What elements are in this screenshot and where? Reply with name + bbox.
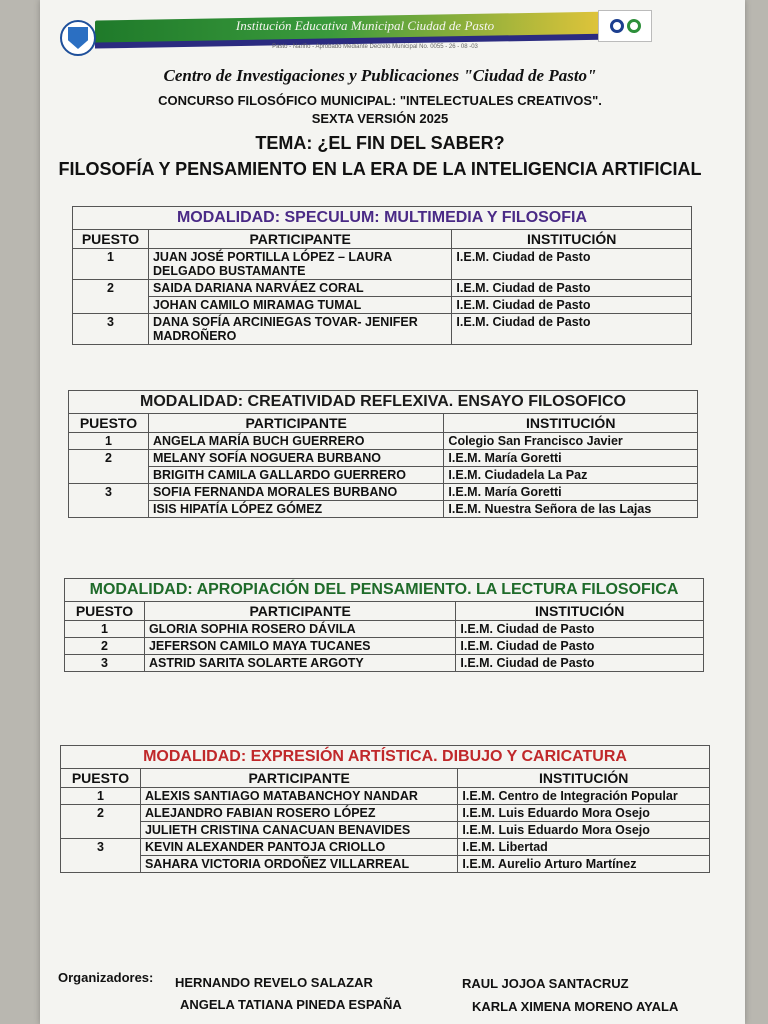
table-row bbox=[69, 433, 698, 450]
participant-cell: MELANY SOFÍA NOGUERA BURBANO bbox=[148, 450, 443, 467]
table-row bbox=[69, 467, 698, 484]
table-row bbox=[61, 822, 710, 839]
institution-cell: I.E.M. María Goretti bbox=[444, 484, 698, 501]
table-row bbox=[69, 450, 698, 467]
institution-cell: I.E.M. María Goretti bbox=[444, 450, 698, 467]
organizers-label: Organizadores: bbox=[58, 970, 154, 985]
puesto-cell: 2 bbox=[65, 638, 145, 655]
contest-title: CONCURSO FILOSÓFICO MUNICIPAL: "INTELECTUALES CREATIVOS". bbox=[158, 93, 602, 108]
results-table-creatividad bbox=[68, 390, 698, 518]
puesto-cell bbox=[73, 297, 149, 314]
institution-cell: I.E.M. Ciudad de Pasto bbox=[452, 297, 692, 314]
institution-cell: I.E.M. Ciudadela La Paz bbox=[444, 467, 698, 484]
theme-title: TEMA: ¿EL FIN DEL SABER? bbox=[255, 133, 505, 153]
institution-cell: I.E.M. Nuestra Señora de las Lajas bbox=[444, 501, 698, 518]
col-header-participante: PARTICIPANTE bbox=[140, 769, 457, 788]
table-row bbox=[73, 297, 692, 314]
organizer-name: KARLA XIMENA MORENO AYALA bbox=[472, 999, 679, 1014]
institution-cell: I.E.M. Libertad bbox=[458, 839, 710, 856]
modality-title: MODALIDAD: APROPIACIÓN DEL PENSAMIENTO. LA LECTURA FILOSOFICA bbox=[65, 579, 704, 602]
puesto-cell: 2 bbox=[73, 280, 149, 297]
participant-cell: SAHARA VICTORIA ORDOÑEZ VILLARREAL bbox=[140, 856, 457, 873]
modality-title: MODALIDAD: CREATIVIDAD REFLEXIVA. ENSAYO FILOSOFICO bbox=[69, 391, 698, 414]
results-table-apropiacion bbox=[64, 578, 704, 672]
participant-cell: JUAN JOSÉ PORTILLA LÓPEZ – LAURA DELGADO BUSTAMANTE bbox=[148, 249, 451, 280]
puesto-cell: 3 bbox=[61, 839, 141, 856]
participant-cell: JEFERSON CAMILO MAYA TUCANES bbox=[144, 638, 455, 655]
table-row bbox=[65, 655, 704, 672]
table-row bbox=[73, 249, 692, 280]
table-row bbox=[61, 856, 710, 873]
table-row bbox=[61, 839, 710, 856]
table-row bbox=[73, 280, 692, 297]
col-header-participante: PARTICIPANTE bbox=[144, 602, 455, 621]
institution-cell: Colegio San Francisco Javier bbox=[444, 433, 698, 450]
col-header-institucion: INSTITUCIÓN bbox=[444, 414, 698, 433]
results-table-expresion bbox=[60, 745, 710, 873]
puesto-cell bbox=[69, 467, 149, 484]
col-header-institucion: INSTITUCIÓN bbox=[458, 769, 710, 788]
participant-cell: KEVIN ALEXANDER PANTOJA CRIOLLO bbox=[140, 839, 457, 856]
modality-title: MODALIDAD: EXPRESIÓN ARTÍSTICA. DIBUJO Y CARICATURA bbox=[61, 746, 710, 769]
institution-cell: I.E.M. Luis Eduardo Mora Osejo bbox=[458, 822, 710, 839]
col-header-institucion: INSTITUCIÓN bbox=[452, 230, 692, 249]
banner-subtitle: Pasto - Nariño - Aprobado Mediante Decreto Municipal No. 0055 - 26 - 08 -03 bbox=[272, 44, 478, 50]
puesto-cell: 2 bbox=[69, 450, 149, 467]
participant-cell: ASTRID SARITA SOLARTE ARGOTY bbox=[144, 655, 455, 672]
table-row bbox=[73, 314, 692, 345]
institution-cell: I.E.M. Ciudad de Pasto bbox=[452, 280, 692, 297]
participant-cell: SOFIA FERNANDA MORALES BURBANO bbox=[148, 484, 443, 501]
participant-cell: BRIGITH CAMILA GALLARDO GUERRERO bbox=[148, 467, 443, 484]
banner-institution: Institución Educativa Municipal Ciudad de Pasto bbox=[235, 18, 495, 33]
puesto-cell: 1 bbox=[61, 788, 141, 805]
col-header-puesto: PUESTO bbox=[73, 230, 149, 249]
puesto-cell bbox=[61, 856, 141, 873]
puesto-cell: 1 bbox=[69, 433, 149, 450]
institution-cell: I.E.M. Centro de Integración Popular bbox=[458, 788, 710, 805]
organizer-name: HERNANDO REVELO SALAZAR bbox=[175, 975, 373, 990]
col-header-institucion: INSTITUCIÓN bbox=[456, 602, 704, 621]
participant-cell: ALEJANDRO FABIAN ROSERO LÓPEZ bbox=[140, 805, 457, 822]
puesto-cell bbox=[61, 822, 141, 839]
table-row bbox=[69, 501, 698, 518]
institution-banner bbox=[55, 10, 670, 56]
puesto-cell: 3 bbox=[73, 314, 149, 345]
puesto-cell: 3 bbox=[65, 655, 145, 672]
col-header-puesto: PUESTO bbox=[65, 602, 145, 621]
results-table-speculum bbox=[72, 206, 692, 345]
organizer-name: RAUL JOJOA SANTACRUZ bbox=[462, 976, 629, 991]
institution-cell: I.E.M. Luis Eduardo Mora Osejo bbox=[458, 805, 710, 822]
centro-title: Centro de Investigaciones y Publicaciones "Ciudad de Pasto" bbox=[163, 66, 597, 85]
puesto-cell: 1 bbox=[65, 621, 145, 638]
col-header-participante: PARTICIPANTE bbox=[148, 230, 451, 249]
participant-cell: ALEXIS SANTIAGO MATABANCHOY NANDAR bbox=[140, 788, 457, 805]
institution-cell: I.E.M. Ciudad de Pasto bbox=[456, 655, 704, 672]
institution-cell: I.E.M. Ciudad de Pasto bbox=[452, 314, 692, 345]
col-header-puesto: PUESTO bbox=[69, 414, 149, 433]
participant-cell: GLORIA SOPHIA ROSERO DÁVILA bbox=[144, 621, 455, 638]
participant-cell: ISIS HIPATÍA LÓPEZ GÓMEZ bbox=[148, 501, 443, 518]
puesto-cell: 3 bbox=[69, 484, 149, 501]
participant-cell: JOHAN CAMILO MIRAMAG TUMAL bbox=[148, 297, 451, 314]
participant-cell: DANA SOFÍA ARCINIEGAS TOVAR- JENIFER MADROÑERO bbox=[148, 314, 451, 345]
modality-title: MODALIDAD: SPECULUM: MULTIMEDIA Y FILOSOFIA bbox=[73, 207, 692, 230]
main-title: FILOSOFÍA Y PENSAMIENTO EN LA ERA DE LA INTELIGENCIA ARTIFICIAL bbox=[58, 159, 702, 179]
organizer-name: ANGELA TATIANA PINEDA ESPAÑA bbox=[180, 997, 402, 1012]
quality-seal-logo bbox=[598, 10, 652, 42]
col-header-participante: PARTICIPANTE bbox=[148, 414, 443, 433]
table-row bbox=[65, 638, 704, 655]
puesto-cell: 1 bbox=[73, 249, 149, 280]
puesto-cell: 2 bbox=[61, 805, 141, 822]
participant-cell: ANGELA MARÍA BUCH GUERRERO bbox=[148, 433, 443, 450]
table-row bbox=[61, 805, 710, 822]
col-header-puesto: PUESTO bbox=[61, 769, 141, 788]
participant-cell: JULIETH CRISTINA CANACUAN BENAVIDES bbox=[140, 822, 457, 839]
institution-cell: I.E.M. Ciudad de Pasto bbox=[456, 621, 704, 638]
edition-title: SEXTA VERSIÓN 2025 bbox=[311, 111, 449, 126]
institution-cell: I.E.M. Ciudad de Pasto bbox=[456, 638, 704, 655]
school-shield-logo bbox=[60, 20, 96, 56]
institution-cell: I.E.M. Ciudad de Pasto bbox=[452, 249, 692, 280]
participant-cell: SAIDA DARIANA NARVÁEZ CORAL bbox=[148, 280, 451, 297]
puesto-cell bbox=[69, 501, 149, 518]
table-row bbox=[61, 788, 710, 805]
table-row bbox=[65, 621, 704, 638]
table-row bbox=[69, 484, 698, 501]
institution-cell: I.E.M. Aurelio Arturo Martínez bbox=[458, 856, 710, 873]
